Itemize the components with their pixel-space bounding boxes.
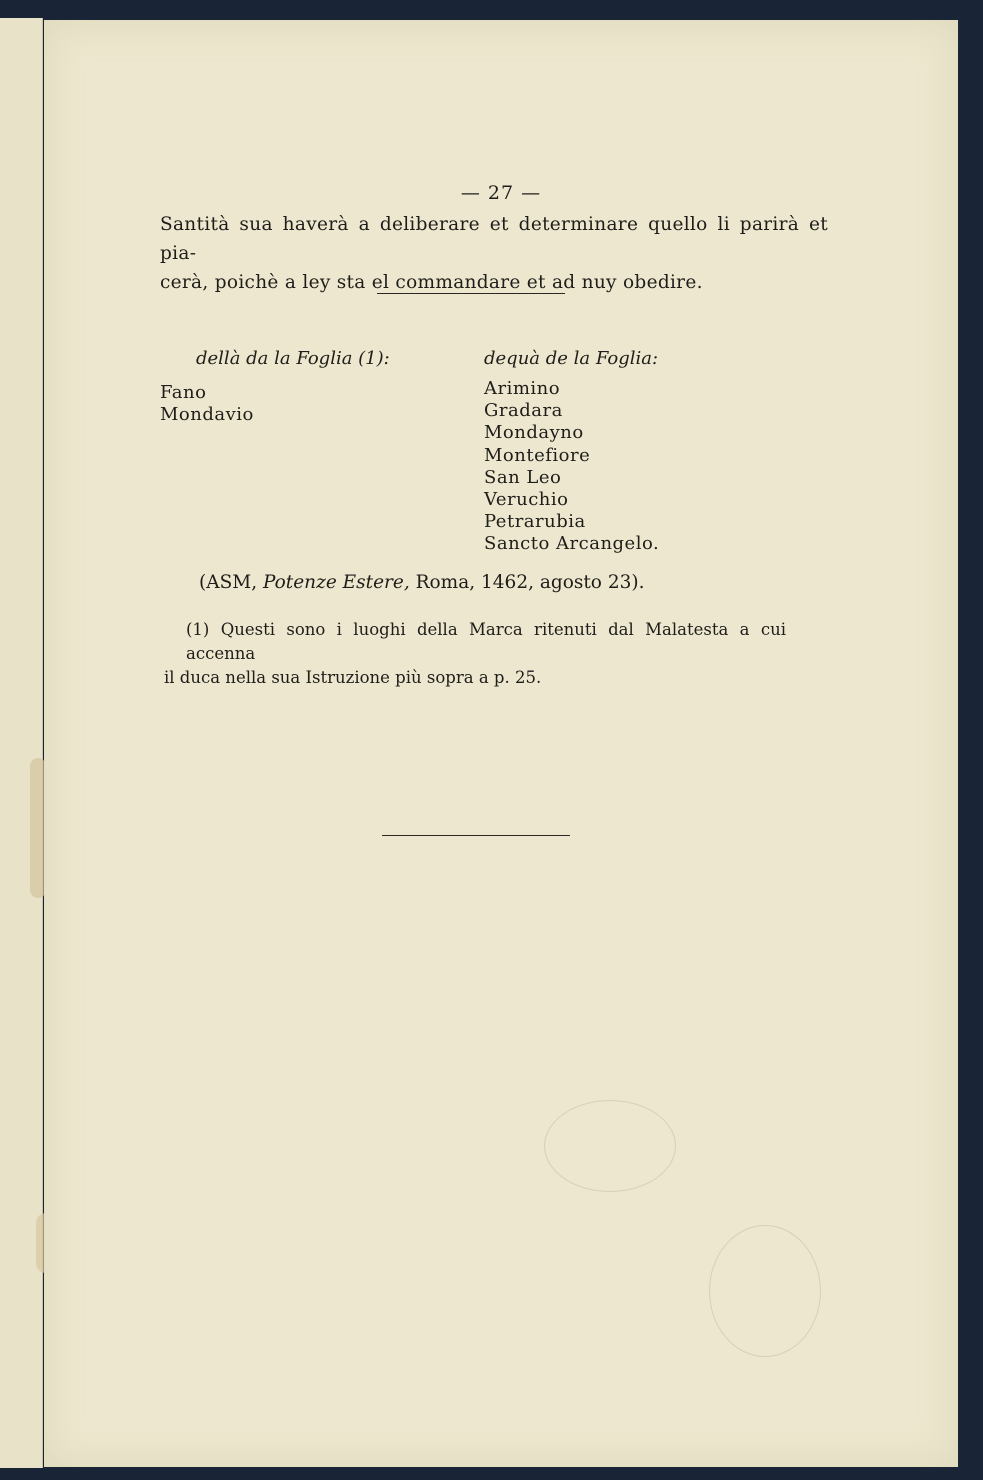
- faint-pencil-mark: [709, 1225, 821, 1357]
- footnote-line: (1) Questi sono i luoghi della Marca ritenuti dal Malatesta a cui accenna: [186, 620, 786, 663]
- list-item: San Leo: [484, 466, 562, 488]
- list-item: Gradara: [484, 400, 563, 422]
- source-citation: [199, 572, 644, 593]
- faint-pencil-mark: [544, 1100, 676, 1192]
- list-item: Arimino: [484, 378, 561, 399]
- left-column-heading: dellà da la Foglia (1):: [196, 348, 390, 369]
- body-paragraph: [160, 210, 828, 297]
- right-column-heading: dequà de la Foglia:: [484, 348, 659, 369]
- list-item: Mondavio: [160, 404, 254, 426]
- previous-page-edge: [0, 18, 43, 1468]
- list-item: Mondayno: [484, 422, 584, 444]
- section-divider: [377, 293, 565, 294]
- list-item: Petrarubia: [484, 511, 586, 533]
- list-item: Fano: [160, 382, 207, 403]
- list-item: Veruchio: [484, 489, 569, 511]
- paragraph-line: cerà, poichè a ley sta el commandare et ad nuy obedire.: [160, 272, 703, 293]
- list-item: Montefiore: [484, 444, 591, 466]
- book-page: [44, 20, 958, 1467]
- left-place-list: [160, 382, 254, 426]
- footnote-line: il duca nella sua Istruzione più sopra a p. 25.: [164, 668, 542, 687]
- end-divider: [382, 835, 570, 836]
- right-place-list: [484, 378, 659, 556]
- footnote: [164, 618, 786, 690]
- citation-suffix: Roma, 1462, agosto 23).: [409, 572, 645, 593]
- paragraph-line: Santità sua haverà a deliberare et determinare quello li parirà et pia-: [160, 214, 828, 264]
- page-number: — 27 —: [460, 182, 542, 204]
- citation-prefix: (ASM,: [199, 572, 263, 593]
- citation-italic: Potenze Estere,: [262, 572, 410, 593]
- list-item: Sancto Arcangelo.: [484, 533, 660, 555]
